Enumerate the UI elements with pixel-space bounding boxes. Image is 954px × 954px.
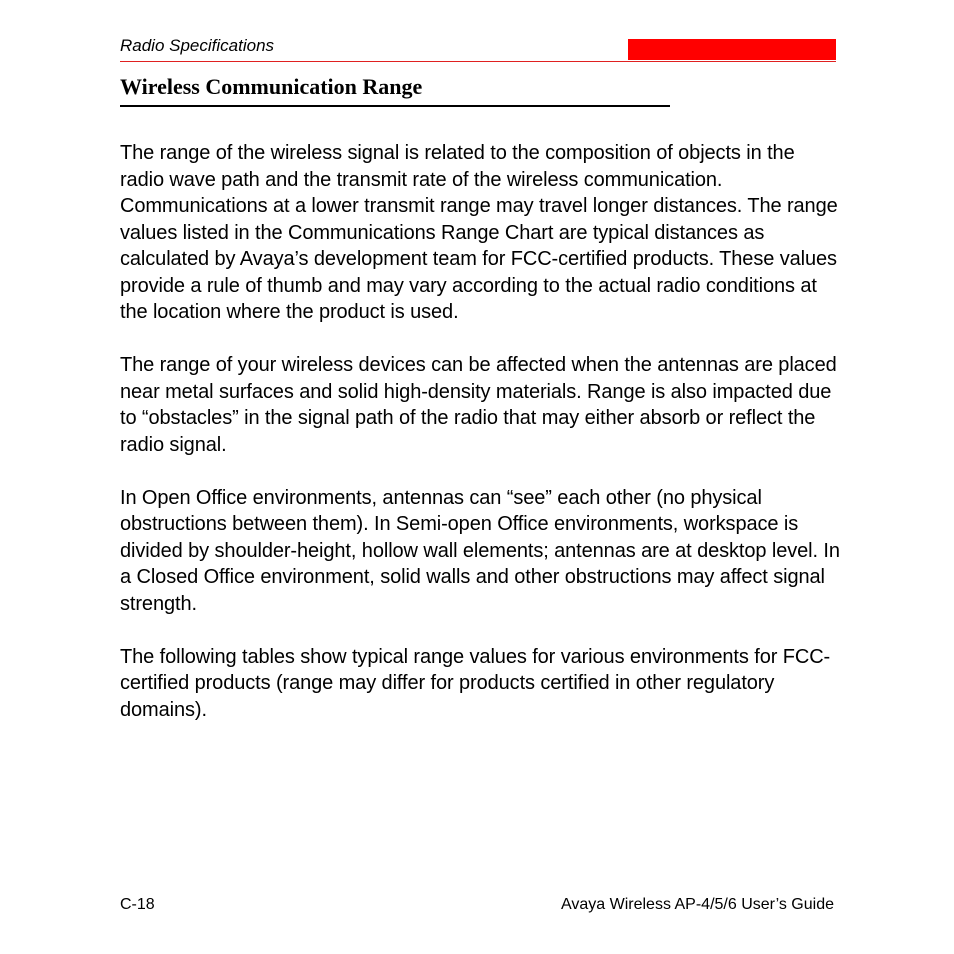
paragraph-office-environments: In Open Office environments, antennas can “see” each other (no physical obstructions between them). In Semi-open Office environments, workspace is divided by shoulder-height, hollow wall elements; antennas are at desktop level. In a Closed Office environment, solid walls and other obstructions may affect signal strength. (120, 486, 840, 615)
body-text (120, 140, 840, 750)
footer-guide-title: Avaya Wireless AP-4/5/6 User’s Guide (560, 896, 834, 913)
paragraph-range-overview: The range of the wireless signal is related to the composition of objects in the radio wave path and the transmit rate of the wireless communication. Communications at a lower transmit range may travel longer distances. The range values listed in the Communications Range Chart are typical distances as calculated by Avaya’s development team for FCC-certified products. These values provide a rule of thumb and may vary according to the actual radio conditions at the location where the product is used. (120, 142, 838, 323)
header-divider (120, 61, 836, 62)
header-accent-bar (628, 39, 836, 60)
page-number: C-18 (120, 896, 155, 913)
section-heading: Wireless Communication Range (120, 74, 423, 99)
section-heading-underline (120, 105, 670, 107)
paragraph-range-obstacles: The range of your wireless devices can be affected when the antennas are placed near metal surfaces and solid high-density materials. Range is also impacted due to “obstacles” in the signal path of the radio that may either absorb or reflect the radio signal. (120, 354, 837, 456)
running-header-title: Radio Specifications (120, 36, 275, 55)
paragraph-tables-intro: The following tables show typical range values for various environments for FCC-certified products (range may differ for products certified in other regulatory domains). (120, 645, 831, 721)
